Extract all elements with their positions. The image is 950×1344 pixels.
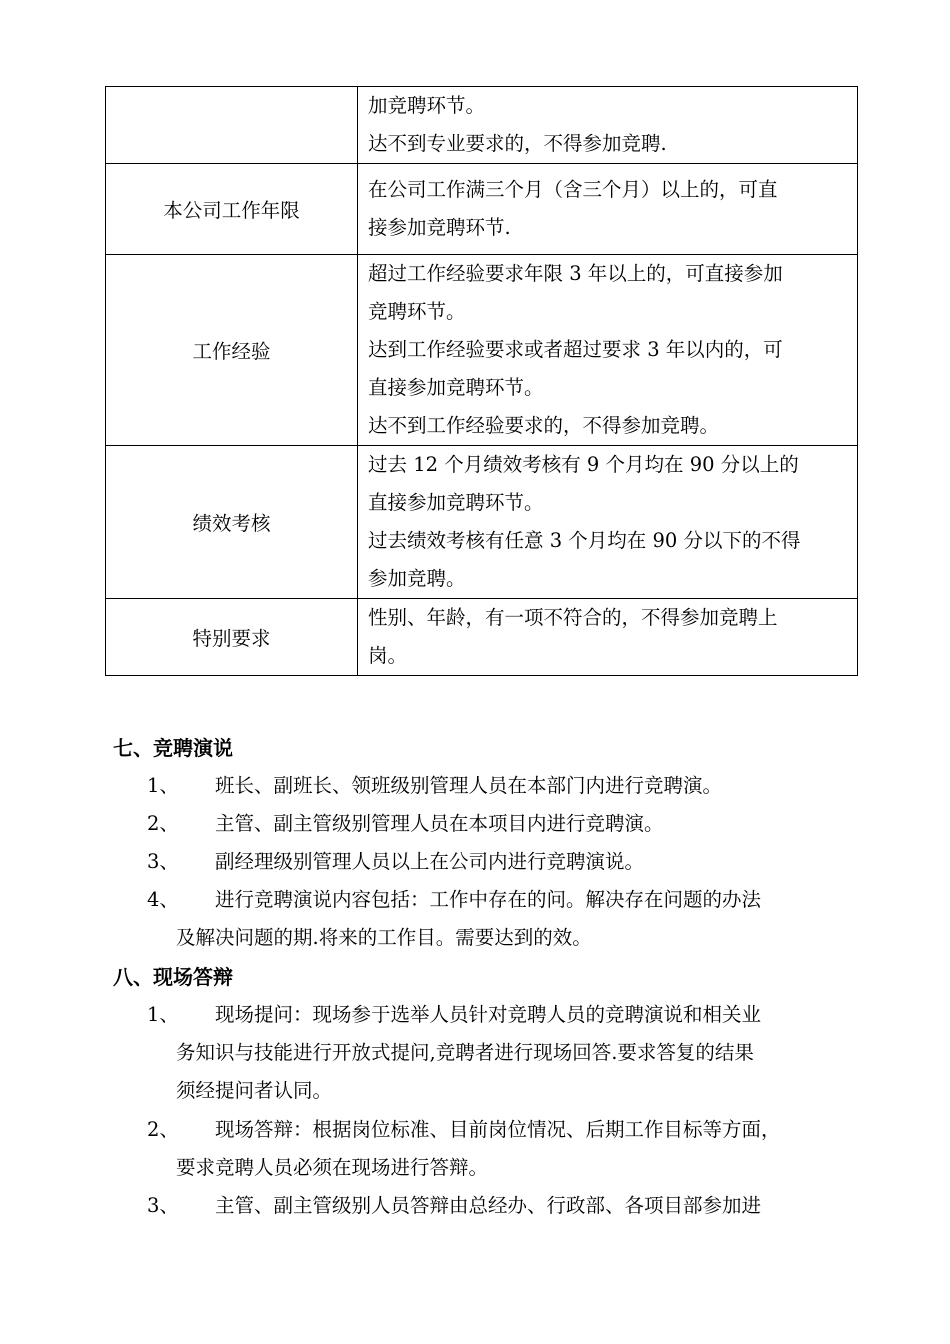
table-row	[106, 446, 858, 599]
requirements-table	[105, 86, 858, 676]
content-line: 达到工作经验要求或者超过要求 3 年以内的，可	[368, 338, 783, 361]
item-text: 现场提问：现场参于选举人员针对竞聘人员的竞聘演说和相关业	[215, 1003, 762, 1026]
row-content	[358, 164, 858, 255]
item-text: 副经理级别管理人员以上在公司内进行竞聘演说。	[215, 850, 645, 873]
content-line: 达不到专业要求的，不得参加竞聘.	[368, 132, 667, 155]
table-row	[106, 599, 858, 676]
content-line: 加竞聘环节。	[368, 94, 486, 117]
item-text-continued: 及解决问题的期.将来的工作目。需要达到的效。	[176, 926, 592, 949]
row-label: 工作经验	[106, 255, 358, 446]
content-line: 性别、年龄，有一项不符合的，不得参加竞聘上	[368, 606, 778, 629]
item-text: 进行竞聘演说内容包括：工作中存在的问。解决存在问题的办法	[215, 888, 762, 911]
item-text-continued: 要求竞聘人员必须在现场进行答辩。	[176, 1156, 489, 1179]
table-row	[106, 255, 858, 446]
item-text: 班长、副班长、领班级别管理人员在本部门内进行竞聘演。	[215, 774, 723, 797]
table-row	[106, 164, 858, 255]
content-line: 直接参加竞聘环节。	[368, 376, 544, 399]
item-number: 4、	[147, 888, 179, 911]
content-line: 在公司工作满三个月（含三个月）以上的，可直	[368, 178, 778, 201]
content-line: 接参加竞聘环节.	[368, 216, 511, 239]
content-line: 直接参加竞聘环节。	[368, 491, 544, 514]
content-line: 竞聘环节。	[368, 300, 466, 323]
content-line: 参加竞聘。	[368, 567, 466, 590]
item-text: 主管、副主管级别管理人员在本项目内进行竞聘演。	[215, 812, 664, 835]
item-text: 主管、副主管级别人员答辩由总经办、行政部、各项目部参加进	[215, 1194, 762, 1217]
row-label: 绩效考核	[106, 446, 358, 599]
content-line: 达不到工作经验要求的，不得参加竞聘。	[368, 414, 720, 437]
item-text: 现场答辩：根据岗位标准、目前岗位情况、后期工作目标等方面，	[215, 1118, 781, 1141]
table-row	[106, 87, 858, 164]
row-label	[106, 87, 358, 164]
section-heading: 八、现场答辩	[113, 965, 233, 989]
row-content	[358, 599, 858, 676]
item-number: 2、	[147, 812, 179, 835]
row-content	[358, 87, 858, 164]
row-content	[358, 255, 858, 446]
row-content	[358, 446, 858, 599]
row-label: 特别要求	[106, 599, 358, 676]
content-line: 岗。	[368, 644, 408, 667]
section-heading: 七、竞聘演说	[113, 736, 233, 760]
item-text-continued: 须经提问者认同。	[176, 1079, 333, 1102]
content-line: 超过工作经验要求年限 3 年以上的，可直接参加	[368, 262, 783, 285]
item-number: 3、	[147, 850, 179, 873]
item-number: 2、	[147, 1118, 179, 1141]
item-number: 3、	[147, 1194, 179, 1217]
item-number: 1、	[147, 1003, 179, 1026]
row-label: 本公司工作年限	[106, 164, 358, 255]
content-line: 过去 12 个月绩效考核有 9 个月均在 90 分以上的	[368, 453, 799, 476]
item-text-continued: 务知识与技能进行开放式提问,竞聘者进行现场回答.要求答复的结果	[176, 1041, 754, 1064]
item-number: 1、	[147, 774, 179, 797]
content-line: 过去绩效考核有任意 3 个月均在 90 分以下的不得	[368, 529, 801, 552]
